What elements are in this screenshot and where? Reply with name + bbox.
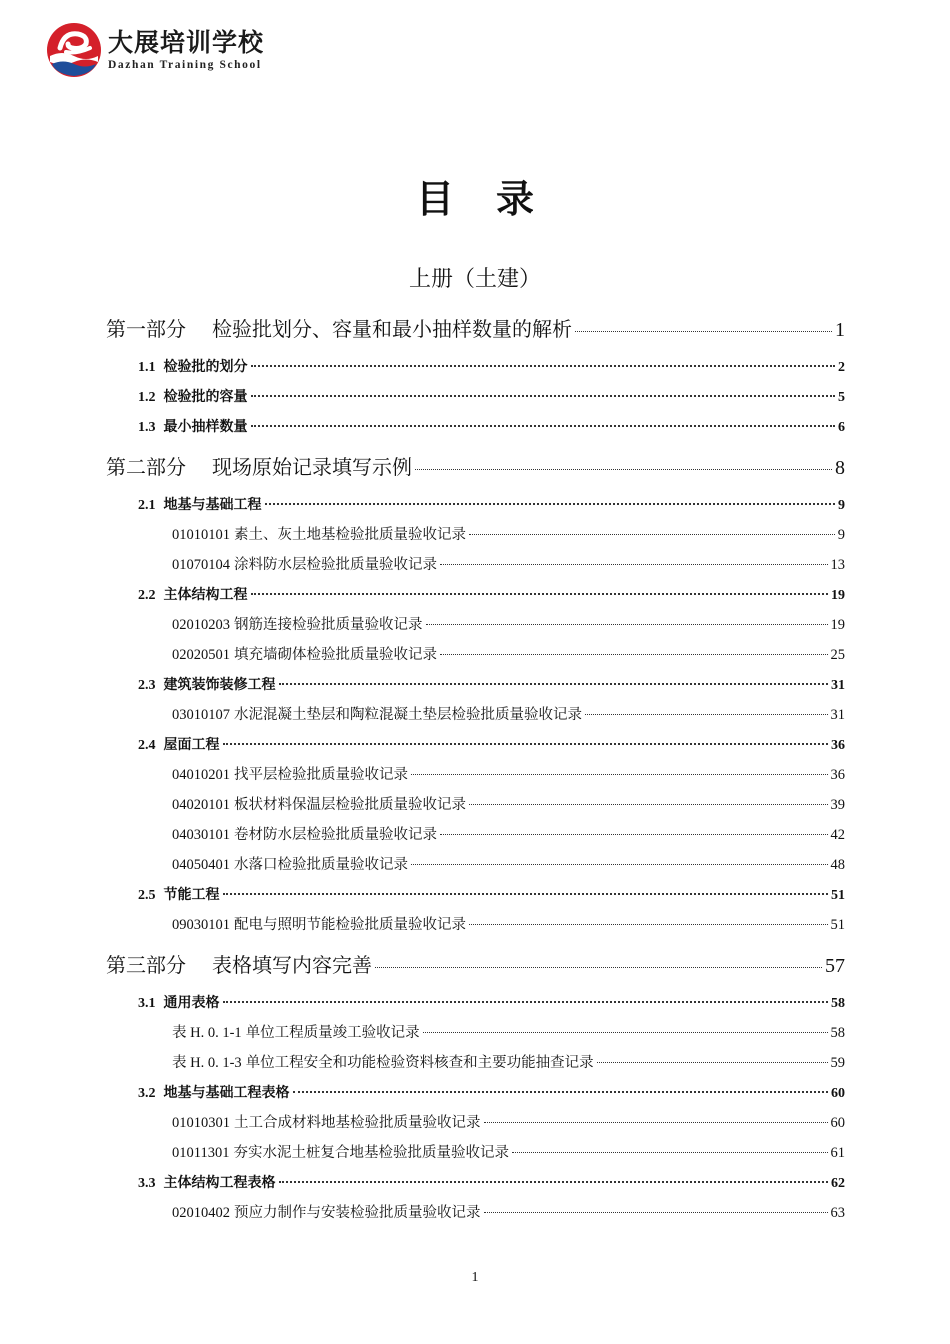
toc-page-number: 9 [838,498,845,513]
dot-leader [512,1152,828,1153]
dot-leader [293,1091,829,1093]
toc-item-label [172,520,466,550]
toc-item-title: 水落口检验批质量验收记录 [234,857,408,873]
toc-section-number: 3.3 [138,1176,156,1191]
toc-item-code: 表 H. 0. 1-1 [172,1025,242,1041]
toc-item-label [172,850,408,880]
toc-section-title: 地基与基础工程表格 [163,1085,290,1101]
toc-section-number: 3.2 [138,1086,156,1101]
toc-page-number: 60 [830,1115,845,1131]
dot-leader [223,893,829,895]
dot-leader [411,864,828,865]
toc-item-code: 09030101 [172,917,230,933]
dot-leader [251,425,836,427]
toc-item-entry[interactable] [106,1048,845,1078]
dot-leader [411,774,828,775]
toc-item-label [172,550,437,580]
dot-leader [426,624,828,625]
toc-part-title: 检验批划分、容量和最小抽样数量的解析 [212,317,572,341]
toc-part-number: 第三部分 [106,953,186,977]
toc-item-label [172,1138,509,1168]
toc-item-entry[interactable] [106,520,845,550]
toc-item-title: 涂料防水层检验批质量验收记录 [234,557,437,573]
dot-leader [265,503,836,505]
toc-section-label [138,988,220,1018]
toc-item-title: 预应力制作与安装检验批质量验收记录 [234,1205,481,1221]
toc-section-label [138,730,220,760]
toc-section-label [138,352,248,382]
toc-item-entry[interactable] [106,790,845,820]
dot-leader [251,395,836,397]
toc-page-number: 6 [838,420,845,435]
toc-item-code: 01011301 [172,1145,230,1161]
dot-leader [223,1001,829,1003]
toc-section-number: 1.1 [138,360,156,375]
toc-section-label [138,1168,276,1198]
toc-page-number: 63 [830,1205,845,1221]
dot-leader [484,1212,828,1213]
page-number: 1 [471,1270,479,1285]
toc-part-title: 现场原始记录填写示例 [212,455,412,479]
school-name-cn: 大展培训学校 [108,28,265,57]
toc-item-title: 钢筋连接检验批质量验收记录 [234,617,423,633]
dot-leader [279,1181,829,1183]
toc-section-number: 2.2 [138,588,156,603]
toc-page-number: 19 [831,588,845,603]
toc-part-label [106,312,572,346]
toc-section-title: 屋面工程 [163,737,220,753]
toc-section-entry[interactable] [106,1078,845,1108]
toc-item-entry[interactable] [106,760,845,790]
toc-item-label [172,1018,420,1048]
toc-page-number: 5 [838,390,845,405]
toc-item-title: 夯实水泥土桩复合地基检验批质量验收记录 [233,1145,509,1161]
school-name-en: Dazhan Training School [108,59,262,71]
toc-page-number: 60 [831,1086,845,1101]
toc-page-number: 51 [831,888,845,903]
toc-page-number: 8 [835,457,845,479]
toc-part-number: 第二部分 [106,455,186,479]
toc-item-code: 03010107 [172,707,230,723]
dot-leader [484,1122,828,1123]
dot-leader [440,564,828,565]
toc-section-title: 主体结构工程表格 [163,1175,276,1191]
toc-part-entry[interactable] [106,450,845,484]
toc-item-label [172,1108,481,1138]
toc-section-label [138,670,276,700]
toc-item-label [172,610,423,640]
toc-section-title: 检验批的划分 [163,359,248,375]
toc-item-entry[interactable] [106,910,845,940]
toc-item-entry[interactable] [106,820,845,850]
dot-leader [251,365,836,367]
dot-leader [469,924,828,925]
toc-section-entry[interactable] [106,670,845,700]
toc-item-entry[interactable] [106,1108,845,1138]
toc-page-number: 13 [830,557,845,573]
toc-section-label [138,412,248,442]
toc-page-number: 48 [830,857,845,873]
toc-item-code: 04050401 [172,857,230,873]
toc-section-entry[interactable] [106,730,845,760]
toc-item-label [172,1198,481,1228]
toc-page-number: 36 [831,738,845,753]
toc-page-number: 39 [830,797,845,813]
toc-item-entry[interactable] [106,640,845,670]
toc-section-title: 地基与基础工程 [163,497,262,513]
toc-item-code: 02010203 [172,617,230,633]
toc-item-entry[interactable] [106,1198,845,1228]
toc-section-entry[interactable] [106,580,845,610]
toc-section-label [138,490,262,520]
dot-leader [375,967,822,968]
toc-section-number: 2.1 [138,498,156,513]
toc-page-number: 31 [831,678,845,693]
school-logo [46,22,264,78]
dot-leader [440,834,828,835]
toc-item-label [172,640,437,670]
toc-section-label [138,382,248,412]
toc-item-entry[interactable] [106,1138,845,1168]
toc-page-number: 61 [830,1145,845,1161]
toc-part-entry[interactable] [106,948,845,982]
toc-item-title: 素土、灰土地基检验批质量验收记录 [234,527,466,543]
toc-section-label [138,880,220,910]
dot-leader [223,743,829,745]
toc-item-code: 04020101 [172,797,230,813]
toc-part-title: 表格填写内容完善 [212,953,372,977]
toc-page-number: 25 [830,647,845,663]
toc-part-entry[interactable] [106,312,845,346]
toc-section-entry[interactable] [106,880,845,910]
dot-leader [469,804,828,805]
school-emblem-icon [46,22,102,78]
volume-title: 上册（土建） [408,267,541,292]
toc-section-number: 3.1 [138,996,156,1011]
toc-item-label [172,1048,594,1078]
toc-page-number: 59 [830,1055,845,1071]
toc-item-label [172,820,437,850]
toc-item-label [172,760,408,790]
toc-item-title: 单位工程安全和功能检验资料核查和主要功能抽查记录 [245,1055,594,1071]
toc-item-code: 02010402 [172,1205,230,1221]
toc-item-label [172,700,582,730]
toc-item-code: 01010101 [172,527,230,543]
toc-item-title: 水泥混凝土垫层和陶粒混凝土垫层检验批质量验收记录 [234,707,582,723]
toc-item-entry[interactable] [106,700,845,730]
document-title: 目录 [415,177,576,221]
toc-page-number: 31 [830,707,845,723]
toc-page-number: 62 [831,1176,845,1191]
toc-section-entry[interactable] [106,1168,845,1198]
toc-item-code: 04010201 [172,767,230,783]
toc-page-number: 2 [838,360,845,375]
toc-item-code: 04030101 [172,827,230,843]
toc-item-entry[interactable] [106,1018,845,1048]
toc-item-title: 配电与照明节能检验批质量验收记录 [234,917,466,933]
toc-item-entry[interactable] [106,850,845,880]
toc-section-entry[interactable] [106,988,845,1018]
toc-section-title: 主体结构工程 [163,587,248,603]
toc-section-title: 建筑装饰装修工程 [163,677,276,693]
toc-item-title: 找平层检验批质量验收记录 [234,767,408,783]
toc-section-title: 检验批的容量 [163,389,248,405]
toc-section-title: 最小抽样数量 [163,419,248,435]
toc-item-title: 单位工程质量竣工验收记录 [245,1025,420,1041]
toc-page-number: 51 [830,917,845,933]
toc-item-entry[interactable] [106,550,845,580]
toc-page-number: 36 [830,767,845,783]
toc-item-title: 土工合成材料地基检验批质量验收记录 [234,1115,481,1131]
toc-section-label [138,580,248,610]
toc-page-number: 58 [830,1025,845,1041]
toc-section-number: 2.4 [138,738,156,753]
toc-page-number: 9 [837,527,845,543]
toc-part-label [106,948,372,982]
table-of-contents [106,312,845,1228]
toc-part-number: 第一部分 [106,317,186,341]
dot-leader [423,1032,828,1033]
dot-leader [597,1062,828,1063]
toc-page-number: 57 [825,955,845,977]
toc-item-label [172,790,466,820]
toc-item-label [172,910,466,940]
toc-section-title: 通用表格 [163,995,220,1011]
toc-section-number: 2.3 [138,678,156,693]
toc-item-title: 卷材防水层检验批质量验收记录 [234,827,437,843]
toc-section-entry[interactable] [106,490,845,520]
toc-section-number: 1.3 [138,420,156,435]
toc-section-number: 1.2 [138,390,156,405]
toc-part-label [106,450,412,484]
dot-leader [251,593,829,595]
toc-item-title: 填充墙砌体检验批质量验收记录 [234,647,437,663]
toc-section-number: 2.5 [138,888,156,903]
toc-section-title: 节能工程 [163,887,220,903]
dot-leader [279,683,829,685]
toc-item-code: 01070104 [172,557,230,573]
dot-leader [469,534,835,535]
toc-item-code: 01010301 [172,1115,230,1131]
dot-leader [440,654,828,655]
toc-item-entry[interactable] [106,610,845,640]
toc-item-code: 02020501 [172,647,230,663]
toc-item-code: 表 H. 0. 1-3 [172,1055,242,1071]
toc-section-entry[interactable] [106,352,845,382]
toc-page-number: 1 [835,319,845,341]
dot-leader [575,331,832,332]
toc-section-label [138,1078,290,1108]
dot-leader [585,714,828,715]
toc-section-entry[interactable] [106,412,845,442]
toc-section-entry[interactable] [106,382,845,412]
toc-page-number: 42 [830,827,845,843]
dot-leader [415,469,832,470]
toc-item-title: 板状材料保温层检验批质量验收记录 [234,797,466,813]
toc-page-number: 58 [831,996,845,1011]
toc-page-number: 19 [830,617,845,633]
